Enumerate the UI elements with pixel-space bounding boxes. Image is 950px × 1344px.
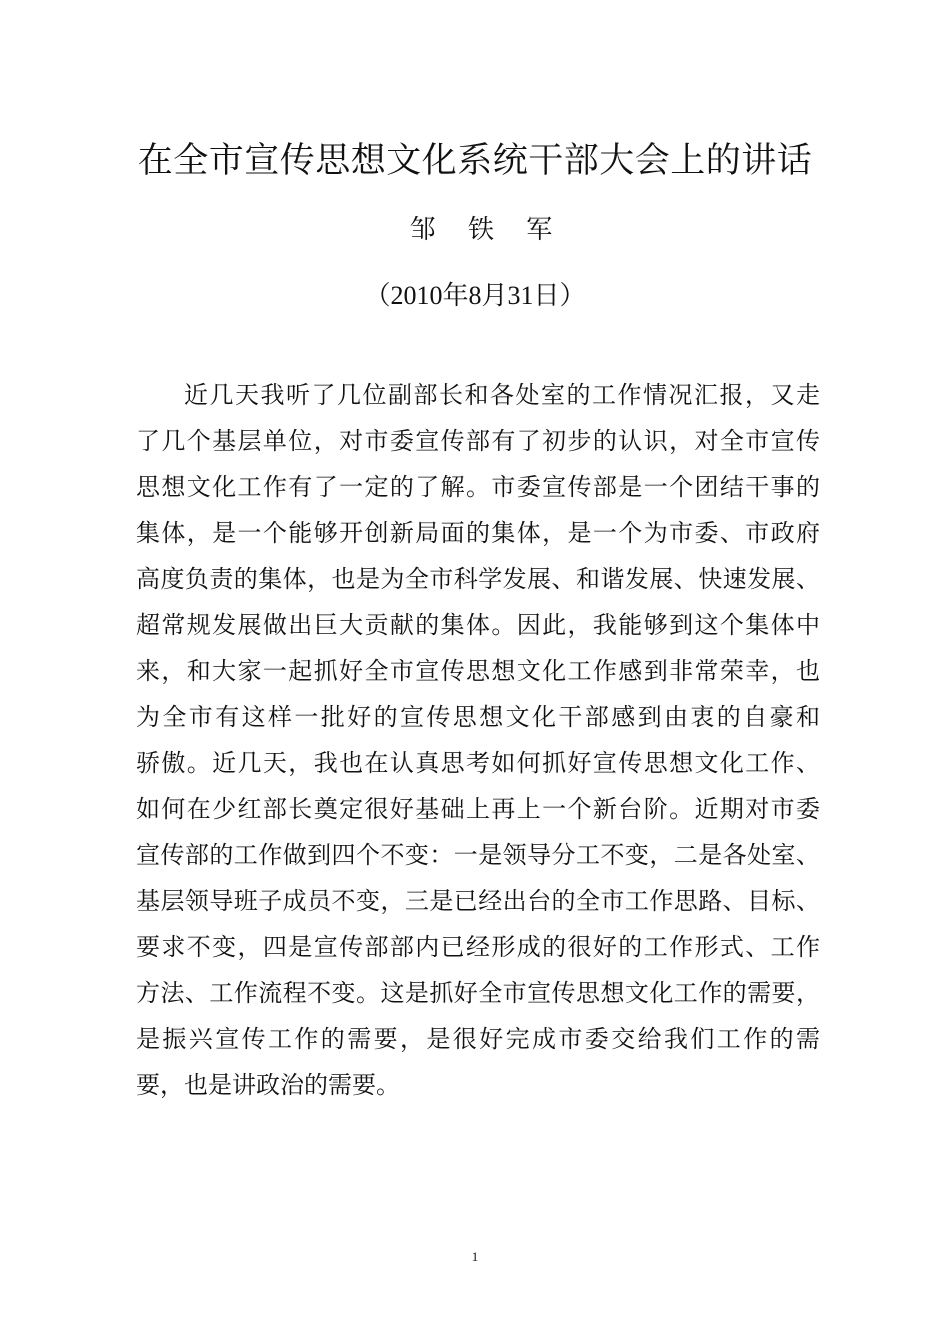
speech-body bbox=[136, 372, 820, 1108]
body-line: 近几天我听了几位副部长和各处室的工作情况汇报，又走 bbox=[184, 381, 820, 409]
author-name: 邹 铁 军 bbox=[409, 215, 565, 245]
body-line: 骄傲。近几天，我也在认真思考如何抓好宣传思想文化工作、 bbox=[136, 749, 820, 777]
speech-date: （2010年8月31日） bbox=[364, 281, 586, 310]
body-line: 为全市有这样一批好的宣传思想文化干部感到由衷的自豪和 bbox=[136, 703, 820, 731]
body-line: 如何在少红部长奠定很好基础上再上一个新台阶。近期对市委 bbox=[136, 795, 820, 823]
body-line: 超常规发展做出巨大贡献的集体。因此，我能够到这个集体中 bbox=[136, 611, 820, 639]
body-line: 集体，是一个能够开创新局面的集体，是一个为市委、市政府 bbox=[136, 519, 820, 547]
body-line: 来，和大家一起抓好全市宣传思想文化工作感到非常荣幸，也 bbox=[136, 657, 820, 685]
body-line: 要求不变，四是宣传部部内已经形成的很好的工作形式、工作 bbox=[136, 933, 820, 961]
body-line: 宣传部的工作做到四个不变：一是领导分工不变，二是各处室、 bbox=[136, 841, 820, 869]
document-title: 在全市宣传思想文化系统干部大会上的讲话 bbox=[137, 141, 813, 181]
body-line: 思想文化工作有了一定的了解。市委宣传部是一个团结干事的 bbox=[136, 473, 820, 501]
body-line: 高度负责的集体，也是为全市科学发展、和谐发展、快速发展、 bbox=[136, 565, 820, 593]
body-line: 是振兴宣传工作的需要，是很好完成市委交给我们工作的需 bbox=[136, 1025, 820, 1053]
body-line: 了几个基层单位，对市委宣传部有了初步的认识，对全市宣传 bbox=[136, 427, 820, 455]
body-line: 要，也是讲政治的需要。 bbox=[136, 1071, 400, 1099]
body-line: 方法、工作流程不变。这是抓好全市宣传思想文化工作的需要， bbox=[136, 979, 820, 1007]
page-number: 1 bbox=[471, 1249, 479, 1264]
body-line: 基层领导班子成员不变，三是已经出台的全市工作思路、目标、 bbox=[136, 887, 820, 915]
